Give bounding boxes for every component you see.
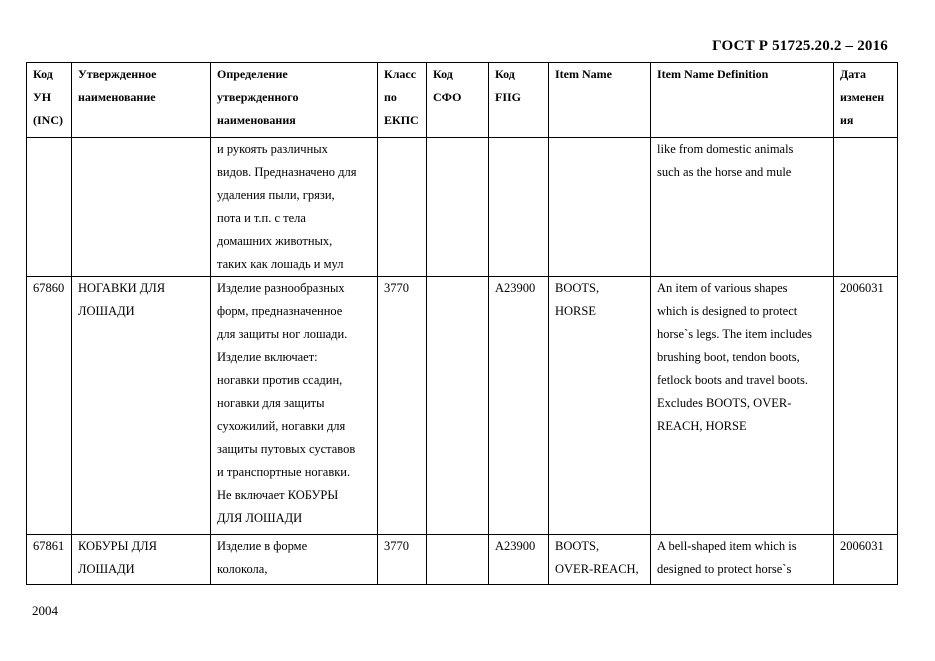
cell-definition: Изделие в форме колокола, bbox=[211, 535, 378, 585]
col-header-sfo: Код СФО bbox=[427, 63, 489, 138]
table-row bbox=[27, 535, 898, 585]
cell-name: НОГАВКИ ДЛЯ ЛОШАДИ bbox=[72, 277, 211, 535]
cell-fiig: A23900 bbox=[489, 535, 549, 585]
nomenclature-table bbox=[26, 62, 898, 585]
document-header: ГОСТ Р 51725.20.2 – 2016 bbox=[712, 38, 888, 54]
cell-class bbox=[378, 138, 427, 277]
col-header-fiig: Код FIIG bbox=[489, 63, 549, 138]
cell-sfo bbox=[427, 535, 489, 585]
cell-item-definition: like from domestic animals such as the horse and mule bbox=[651, 138, 834, 277]
cell-fiig bbox=[489, 138, 549, 277]
cell-item-definition: A bell-shaped item which is designed to protect horse`s bbox=[651, 535, 834, 585]
cell-code: 67861 bbox=[27, 535, 72, 585]
cell-definition: Изделие разнообразных форм, предназначенное для защиты ног лошади. Изделие включает: ногавки против ссадин, ногавки для защиты сухожилий, ногавки для защиты путовых суставов и транспортные ногавки. Не включает КОБУРЫ ДЛЯ ЛОШАДИ bbox=[211, 277, 378, 535]
col-header-approved-name: Утвержденное наименование bbox=[72, 63, 211, 138]
page-number: 2004 bbox=[32, 603, 58, 618]
cell-class: 3770 bbox=[378, 277, 427, 535]
cell-definition: и рукоять различных видов. Предназначено для удаления пыли, грязи, пота и т.п. с тела домашних животных, таких как лошадь и мул bbox=[211, 138, 378, 277]
table-header-row bbox=[27, 63, 898, 138]
cell-sfo bbox=[427, 277, 489, 535]
col-header-class: Класс по ЕКПС bbox=[378, 63, 427, 138]
col-header-date: Дата изменен ия bbox=[834, 63, 898, 138]
cell-name: КОБУРЫ ДЛЯ ЛОШАДИ bbox=[72, 535, 211, 585]
cell-code: 67860 bbox=[27, 277, 72, 535]
col-header-definition: Определение утвержденного наименования bbox=[211, 63, 378, 138]
cell-fiig: A23900 bbox=[489, 277, 549, 535]
table-row bbox=[27, 138, 898, 277]
cell-sfo bbox=[427, 138, 489, 277]
cell-date: 2006031 bbox=[834, 277, 898, 535]
cell-item-definition: An item of various shapes which is designed to protect horse`s legs. The item includes brushing boot, tendon boots, fetlock boots and travel boots. Excludes BOOTS, OVER- REACH, HORSE bbox=[651, 277, 834, 535]
col-header-item-name: Item Name bbox=[549, 63, 651, 138]
col-header-item-definition: Item Name Definition bbox=[651, 63, 834, 138]
cell-code bbox=[27, 138, 72, 277]
cell-date bbox=[834, 138, 898, 277]
col-header-code: Код УН (INC) bbox=[27, 63, 72, 138]
cell-item-name bbox=[549, 138, 651, 277]
cell-date: 2006031 bbox=[834, 535, 898, 585]
cell-item-name: BOOTS, OVER-REACH, bbox=[549, 535, 651, 585]
cell-name bbox=[72, 138, 211, 277]
cell-item-name: BOOTS, HORSE bbox=[549, 277, 651, 535]
cell-class: 3770 bbox=[378, 535, 427, 585]
table-row bbox=[27, 277, 898, 535]
